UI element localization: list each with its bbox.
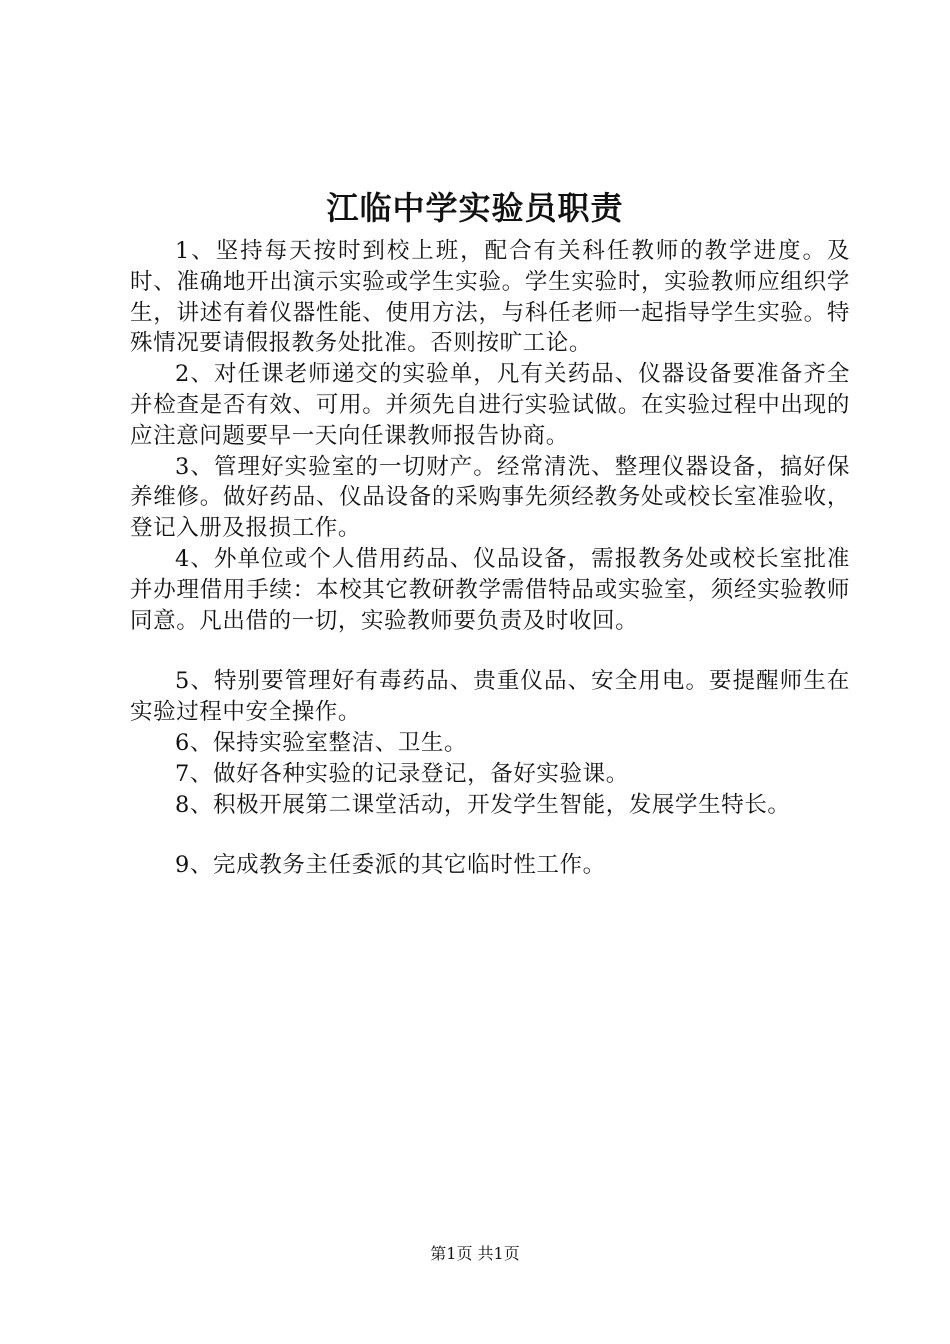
document-body bbox=[130, 236, 850, 881]
paragraph-1: 1、坚持每天按时到校上班，配合有关科任教师的教学进度。及时、准确地开出演示实验或学生实验。学生实验时，实验教师应组织学生，讲述有着仪器性能、使用方法，与科任老师一起指导学生实验。特殊情况要请假报教务处批准。否则按旷工论。 bbox=[130, 238, 850, 357]
paragraph-8: 8、积极开展第二课堂活动，开发学生智能，发展学生特长。 bbox=[175, 791, 791, 818]
paragraph-6: 6、保持实验室整洁、卫生。 bbox=[175, 729, 468, 756]
paragraph-7: 7、做好各种实验的记录登记，备好实验课。 bbox=[175, 760, 629, 787]
page-footer: 第1页 共1页 bbox=[430, 1244, 520, 1263]
document-title: 江临中学实验员职责 bbox=[326, 189, 624, 227]
paragraph-2: 2、对任课老师递交的实验单，凡有关药品、仪器设备要准备齐全并检查是否有效、可用。并须先自进行实验试做。在实验过程中出现的应注意问题要早一天向任课教师报告协商。 bbox=[130, 361, 850, 449]
paragraph-4: 4、外单位或个人借用药品、仪品设备，需报教务处或校长室批准并办理借用手续：本校其它教研教学需借特品或实验室，须经实验教师同意。凡出借的一切，实验教师要负责及时收回。 bbox=[130, 545, 850, 634]
paragraph-9: 9、完成教务主任委派的其它临时性工作。 bbox=[175, 852, 606, 879]
paragraph-3: 3、管理好实验室的一切财产。经常清洗、整理仪器设备，搞好保养维修。做好药品、仪品设备的采购事先须经教务处或校长室准验收，登记入册及报损工作。 bbox=[130, 453, 850, 542]
paragraph-5: 5、特别要管理好有毒药品、贵重仪品、安全用电。要提醒师生在实验过程中安全操作。 bbox=[130, 668, 850, 726]
